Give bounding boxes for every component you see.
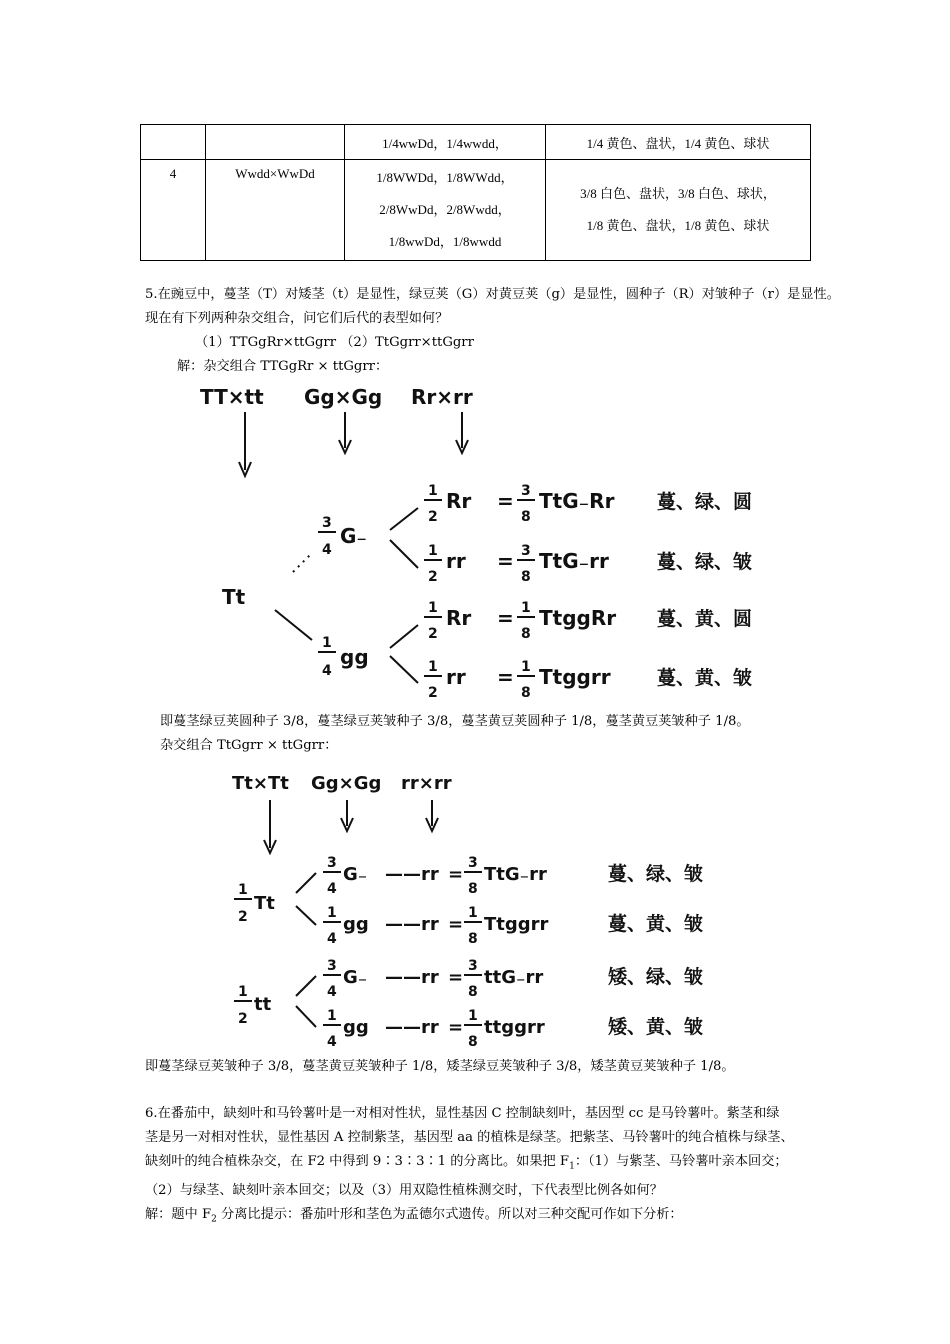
fraction-num: 1 (521, 659, 531, 675)
table-cell: 1/4wwDd，1/4wwdd， (345, 125, 546, 160)
fraction-num: 3 (327, 855, 337, 871)
r-genotype: ——rr (385, 967, 439, 988)
q6-line: 茎是另一对相对性状，显性基因 A 控制紫茎，基因型 aa 的植株是绿茎。把紫茎、马铃薯叶的纯合植株与绿茎、 (145, 1130, 794, 1145)
equals-sign: = (497, 489, 514, 513)
fraction-num: 1 (468, 905, 478, 921)
equals-sign: = (497, 665, 514, 689)
fraction-num: 1 (238, 882, 248, 898)
g-genotype: G₋ (343, 864, 368, 885)
offspring-phenotype: 蔓、黄、皱 (657, 667, 753, 689)
r-genotype: rr (446, 549, 466, 573)
q6-text: ：（1）与紫茎、马铃薯叶亲本回交； (574, 1154, 788, 1169)
equals-sign: = (448, 864, 464, 885)
q6-subscript: 2 (211, 1214, 217, 1225)
offspring-genotype: ttG₋rr (484, 967, 544, 988)
fraction-num: 1 (238, 984, 248, 1000)
fraction-den: 2 (428, 569, 438, 585)
fraction-num: 1 (428, 483, 438, 499)
fraction-num: 1 (521, 600, 531, 616)
fraction-den: 4 (327, 984, 337, 1000)
fraction-den: 8 (468, 931, 478, 947)
phenotype-line: 3/8 白色、盘状，3/8 白色、球状， (580, 186, 776, 201)
fraction-den: 8 (468, 881, 478, 897)
cross-r: Rr×rr (411, 385, 473, 409)
q5-line: 5.在豌豆中，蔓茎（T）对矮茎（t）是显性，绿豆荚（G）对黄豆荚（g）是显性，圆种子（R）对皱种子（r）是显性。 (145, 287, 840, 302)
g-genotype: G₋ (343, 967, 368, 988)
fraction-den: 4 (322, 542, 332, 558)
q6-text: 缺刻叶的纯合植株杂交，在 F2 中得到 9∶3∶3∶1 的分离比。如果把 F (145, 1154, 570, 1169)
d2-row-0 (323, 855, 703, 897)
fraction-num: 3 (468, 855, 478, 871)
genotype-line: 1/8WWDd，1/8WWdd， (376, 170, 514, 185)
r-genotype: Rr (446, 606, 472, 630)
q6-line: （2）与绿茎、缺刻叶亲本回交；以及（3）用双隐性植株测交时，下代表型比例各如何？ (145, 1182, 663, 1198)
summary-2: 即蔓茎绿豆荚皱种子 3/8，蔓茎黄豆荚皱种子 1/8，矮茎绿豆荚皱种子 3/8，矮茎黄豆荚皱种子 1/8。 (145, 1059, 735, 1074)
fraction-den: 2 (428, 509, 438, 525)
cross-t: Tt×Tt (232, 773, 289, 794)
r-genotype: ——rr (385, 914, 439, 935)
tt-node: Tt (222, 585, 246, 609)
q6-line (145, 1203, 794, 1232)
fraction-num: 3 (468, 958, 478, 974)
q6-text: 解：题中 F (145, 1206, 212, 1222)
d2-row-3 (323, 1008, 703, 1050)
q6-subscript: 1 (569, 1161, 575, 1172)
offspring-phenotype: 蔓、绿、皱 (608, 863, 704, 885)
offspring-phenotype: 蔓、黄、圆 (657, 608, 753, 630)
fraction-den: 8 (521, 626, 531, 642)
fraction-den: 8 (468, 1034, 478, 1050)
fraction-den: 4 (327, 1034, 337, 1050)
fraction-num: 3 (521, 483, 531, 499)
group-label: Tt (254, 893, 275, 914)
fraction-den: 4 (327, 931, 337, 947)
fraction-num: 1 (428, 600, 438, 616)
fraction-den: 2 (428, 685, 438, 701)
equals-sign: = (497, 606, 514, 630)
d2-row-2 (323, 958, 703, 1000)
summary-2-block (145, 1055, 735, 1079)
q6-line: 6.在番茄中，缺刻叶和马铃薯叶是一对相对性状，显性基因 C 控制缺刻叶，基因型 cc 是马铃薯叶。紫茎和绿 (145, 1106, 780, 1121)
equals-sign: = (497, 549, 514, 573)
fraction-num: 1 (322, 635, 332, 651)
fraction-den: 2 (238, 909, 248, 925)
fraction-den: 8 (521, 569, 531, 585)
q5-options: （1）TTGgRr×ttGgrr （2）TtGgrr×ttGgrr (195, 335, 474, 350)
question-6 (145, 1102, 794, 1231)
r-genotype: ——rr (385, 1017, 439, 1038)
offspring-phenotype: 蔓、黄、皱 (608, 913, 704, 935)
fraction-num: 3 (521, 543, 531, 559)
equals-sign: = (448, 914, 464, 935)
offspring-genotype: TtG₋rr (484, 864, 547, 885)
offspring-phenotype: 蔓、绿、皱 (657, 551, 753, 573)
offspring-genotype: Ttggrr (539, 665, 611, 689)
fraction-den: 2 (238, 1011, 248, 1027)
cross-r: rr×rr (401, 773, 452, 794)
q6-text: 分离比提示：番茄叶形和茎色为孟德尔式遗传。所以对三种交配可作如下分析： (216, 1206, 683, 1222)
q5-line: 现在有下列两种杂交组合，问它们后代的表型如何？ (145, 311, 449, 326)
group-label: tt (254, 994, 272, 1015)
r-genotype: ——rr (385, 864, 439, 885)
phenotype-line: 1/8 黄色、盘状，1/8 黄色、球状 (586, 218, 770, 233)
fraction-den: 8 (468, 984, 478, 1000)
cross-t: TT×tt (200, 385, 264, 409)
offspring-genotype: Ttggrr (484, 914, 549, 935)
cross-2-label: 杂交组合 TtGgrr × ttGgrr： (160, 738, 338, 753)
fraction-num: 3 (327, 958, 337, 974)
genotype-line: 1/8wwDd，1/8wwdd (388, 234, 502, 249)
g-rec-label: gg (340, 645, 369, 669)
equals-sign: = (448, 967, 464, 988)
fraction-den: 4 (327, 881, 337, 897)
offspring-genotype: ttggrr (484, 1017, 545, 1038)
fraction-num: 1 (428, 543, 438, 559)
d2-row-1 (323, 905, 703, 947)
offspring-genotype: TtggRr (539, 606, 617, 630)
fraction-num: 1 (428, 659, 438, 675)
g-genotype: gg (343, 914, 369, 935)
fraction-den: 8 (521, 685, 531, 701)
fraction-num: 1 (327, 1008, 337, 1024)
fraction-num: 1 (468, 1008, 478, 1024)
offspring-phenotype: 矮、黄、皱 (608, 1016, 704, 1038)
q6-line (145, 1150, 794, 1179)
summary-1: 即蔓茎绿豆荚圆种子 3/8，蔓茎绿豆荚皱种子 3/8，蔓茎黄豆荚圆种子 1/8，蔓茎黄豆荚皱种子 1/8。 (160, 714, 750, 729)
r-genotype: rr (446, 665, 466, 689)
genotype-line: 2/8WwDd，2/8Wwdd， (379, 202, 511, 217)
table-cell: 1/4 黄色、盘状，1/4 黄色、球状 (546, 125, 811, 160)
offspring-genotype: TtG₋Rr (539, 489, 615, 513)
fraction-den: 8 (521, 509, 531, 525)
g-genotype: gg (343, 1017, 369, 1038)
fraction-num: 1 (327, 905, 337, 921)
cross-cell: Wwdd×WwDd (206, 160, 345, 261)
offspring-phenotype: 矮、绿、皱 (608, 966, 704, 988)
fraction-num: 3 (322, 515, 332, 531)
row-number: 4 (141, 160, 206, 261)
equals-sign: = (448, 1017, 464, 1038)
g-dom-label: G₋ (340, 524, 367, 548)
r-genotype: Rr (446, 489, 472, 513)
offspring-phenotype: 蔓、绿、圆 (657, 491, 753, 513)
fraction-den: 4 (322, 663, 332, 679)
cross-g: Gg×Gg (311, 773, 382, 794)
offspring-genotype: TtG₋rr (539, 549, 609, 573)
cross-g: Gg×Gg (304, 385, 383, 409)
fraction-den: 2 (428, 626, 438, 642)
q5-solution-heading: 解：杂交组合 TTGgRr × ttGgrr： (177, 359, 389, 374)
